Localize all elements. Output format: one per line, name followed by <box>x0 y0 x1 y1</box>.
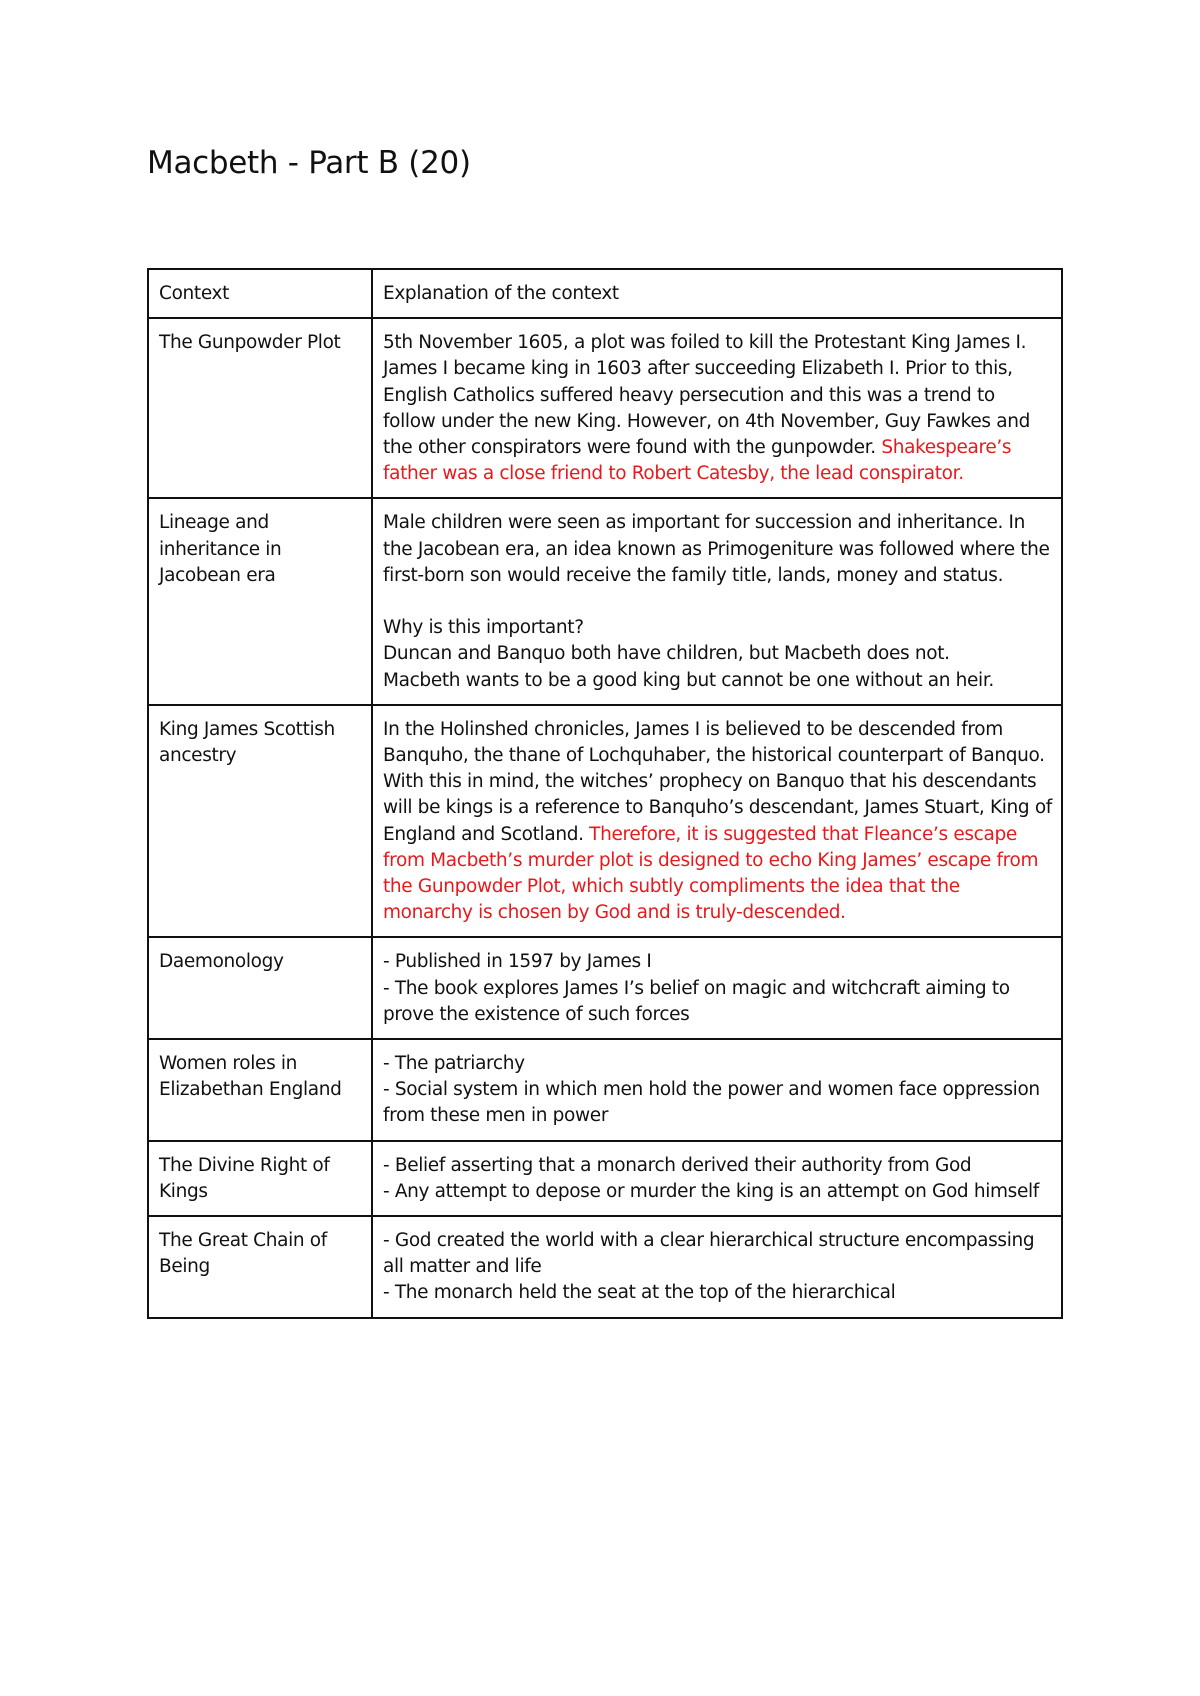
point-text: - The patriarchy <box>383 1053 525 1075</box>
table-row <box>148 937 1062 1039</box>
point-text: - Social system in which men hold the power and women face oppression from these men in power <box>383 1079 1040 1127</box>
explanation-cell <box>372 318 1062 498</box>
point-text: - God created the world with a clear hierarchical structure encompassing all matter and life <box>383 1230 1035 1278</box>
table-row <box>148 1216 1062 1318</box>
table-row <box>148 498 1062 704</box>
context-cell: Daemonology <box>148 937 372 1039</box>
context-cell: The Great Chain of Being <box>148 1216 372 1318</box>
context-cell: The Divine Right of Kings <box>148 1141 372 1216</box>
header-context: Context <box>148 269 372 318</box>
table-row <box>148 1039 1062 1141</box>
explanation-cell <box>372 705 1062 938</box>
point-text: - Published in 1597 by James I <box>383 951 652 973</box>
explanation-text: In the Holinshed chronicles, James I is believed to be descended from Banquho, the thane of Lochquhaber, the historical counterpart of Banquo. With this in mind, the witches’ prophecy on Banquo that his descendants will be kings is a reference to Banquho’s descendant, James Stuart, King of England and Scotland. <box>383 718 1052 845</box>
highlighted-text: Shakespeare’s father was a close friend to Robert Catesby, the lead conspirator. <box>383 437 1012 485</box>
page-title: Macbeth - Part B (20) <box>147 145 471 181</box>
explanation-cell <box>372 1216 1062 1318</box>
explanation-text: 5th November 1605, a plot was foiled to kill the Protestant King James I. James I became king in 1603 after succeeding Elizabeth I. Prior to this, English Catholics suffered heavy persecution and this was a trend to follow under the new King. However, on 4th November, Guy Fawkes and the other conspirators were found with the gunpowder. <box>383 332 1030 459</box>
table-row <box>148 318 1062 498</box>
blank-line <box>383 589 1052 615</box>
table-header-row <box>148 269 1062 318</box>
point-text: Duncan and Banquo both have children, but Macbeth does not. <box>383 643 950 665</box>
explanation-cell <box>372 937 1062 1039</box>
point-text: Macbeth wants to be a good king but cannot be one without an heir. <box>383 669 994 691</box>
highlighted-text: Therefore, it is suggested that Fleance’s escape from Macbeth’s murder plot is designed to echo King James’ escape from the Gunpowder Plot, which subtly compliments the idea that the monarchy is chosen by God and is truly-descended. <box>383 823 1039 924</box>
context-table <box>147 268 1063 1319</box>
context-cell: King James Scottish ancestry <box>148 705 372 938</box>
explanation-cell <box>372 498 1062 704</box>
point-text: - The book explores James I’s belief on magic and witchcraft aiming to prove the existence of such forces <box>383 977 1010 1025</box>
explanation-text: Male children were seen as important for succession and inheritance. In the Jacobean era, an idea known as Primogeniture was followed where the first-born son would receive the family title, lands, money and status. <box>383 512 1050 586</box>
context-cell: The Gunpowder Plot <box>148 318 372 498</box>
point-text: - Belief asserting that a monarch derived their authority from God <box>383 1154 972 1176</box>
table-row <box>148 1141 1062 1216</box>
point-text: - Any attempt to depose or murder the king is an attempt on God himself <box>383 1180 1039 1202</box>
header-explanation: Explanation of the context <box>372 269 1062 318</box>
context-cell: Lineage and inheritance in Jacobean era <box>148 498 372 704</box>
explanation-cell <box>372 1141 1062 1216</box>
explanation-cell <box>372 1039 1062 1141</box>
table-row <box>148 705 1062 938</box>
context-cell: Women roles in Elizabethan England <box>148 1039 372 1141</box>
question-text: Why is this important? <box>383 617 584 639</box>
point-text: - The monarch held the seat at the top of the hierarchical <box>383 1282 896 1304</box>
